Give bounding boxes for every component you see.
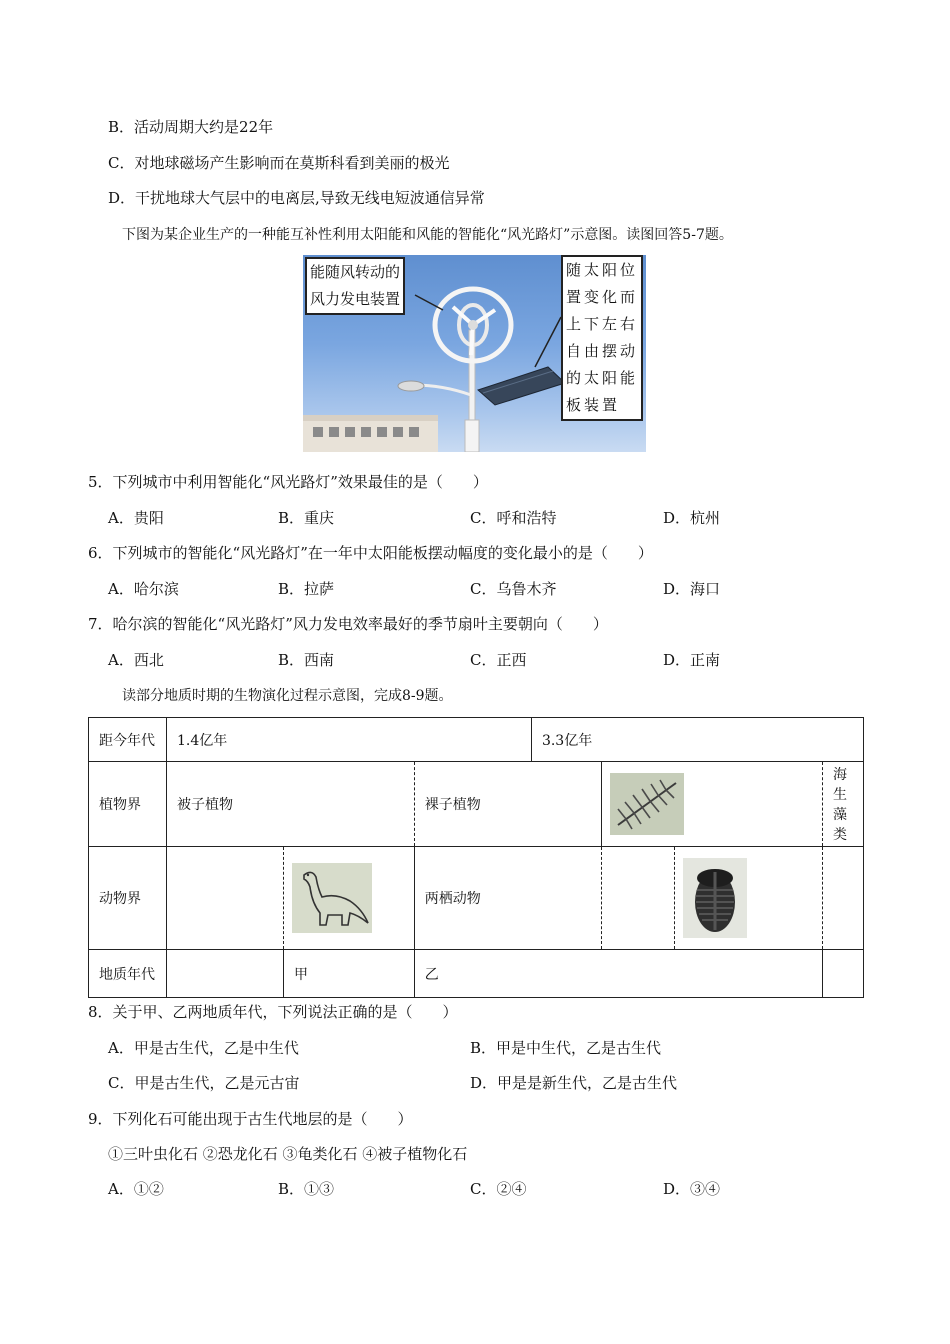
- amphibian-cell: 两栖动物: [414, 847, 602, 950]
- animal-empty-1: [166, 847, 283, 950]
- q8-option-d: D．甲是是新生代，乙是古生代: [470, 1074, 678, 1092]
- time-1-4: 1.4亿年: [166, 718, 531, 762]
- q5-option-c: C．呼和浩特: [470, 509, 557, 527]
- q6-option-c: C．乌鲁木齐: [470, 580, 557, 598]
- angiosperm-cell: 被子植物: [166, 762, 414, 847]
- question-9: 9．下列化石可能出现于古生代地层的是（ ）: [88, 1110, 413, 1128]
- option-c: C．对地球磁场产生影响而在莫斯科看到美丽的极光: [108, 154, 450, 172]
- intro-5-7: 下图为某企业生产的一种能互补性利用太阳能和风能的智能化“风光路灯”示意图。读图回答5-7题。: [122, 227, 733, 243]
- era-empty: [166, 950, 283, 998]
- q7-option-d: D．正南: [663, 651, 721, 669]
- evolution-table: [88, 717, 864, 998]
- era-empty-end: [823, 950, 864, 998]
- animal-empty-2: [602, 847, 675, 950]
- animal-empty-3: [823, 847, 864, 950]
- fern-fossil-icon: [610, 773, 684, 835]
- q9-items: ①三叶虫化石 ②恐龙化石 ③龟类化石 ④被子植物化石: [108, 1145, 468, 1163]
- q8-option-c: C．甲是古生代，乙是元古宙: [108, 1074, 300, 1092]
- intro-8-9: 读部分地质时期的生物演化过程示意图，完成8-9题。: [122, 688, 453, 704]
- dinosaur-fossil-icon: [292, 863, 372, 933]
- label-time: 距今年代: [89, 718, 167, 762]
- dinosaur-cell: [284, 847, 415, 950]
- q9-option-a: A．①②: [108, 1180, 164, 1198]
- question-8: 8．关于甲、乙两地质年代，下列说法正确的是（ ）: [88, 1003, 458, 1021]
- q8-option-a: A．甲是古生代，乙是中生代: [108, 1039, 299, 1057]
- q7-option-b: B．西南: [278, 651, 335, 669]
- q5-option-d: D．杭州: [663, 509, 721, 527]
- row-time: [89, 718, 864, 762]
- q9-option-d: D．③④: [663, 1180, 721, 1198]
- question-7: 7．哈尔滨的智能化“风光路灯”风力发电效率最好的季节扇叶主要朝向（ ）: [88, 615, 608, 633]
- row-animal: [89, 847, 864, 950]
- q7-option-a: A．西北: [108, 651, 164, 669]
- time-3-3: 3.3亿年: [531, 718, 863, 762]
- option-b: B．活动周期大约是22年: [108, 118, 274, 136]
- option-d: D．干扰地球大气层中的电离层,导致无线电短波通信异常: [108, 189, 485, 207]
- q6-option-d: D．海口: [663, 580, 721, 598]
- q9-option-b: B．①③: [278, 1180, 335, 1198]
- callout-solar-panel: 随太阳位 置变化而 上下左右 自由摆动 的太阳能 板装置: [561, 255, 643, 421]
- q9-option-c: C．②④: [470, 1180, 527, 1198]
- q6-option-b: B．拉萨: [278, 580, 335, 598]
- fern-cell: [602, 762, 823, 847]
- question-6: 6．下列城市的智能化“风光路灯”在一年中太阳能板摆动幅度的变化最小的是（ ）: [88, 544, 653, 562]
- label-animal: 动物界: [89, 847, 167, 950]
- era-jia: 甲: [284, 950, 415, 998]
- q6-option-a: A．哈尔滨: [108, 580, 179, 598]
- q8-option-b: B．甲是中生代，乙是古生代: [470, 1039, 662, 1057]
- row-era: [89, 950, 864, 998]
- row-plant: [89, 762, 864, 847]
- q5-option-a: A．贵阳: [108, 509, 164, 527]
- era-yi: 乙: [414, 950, 822, 998]
- trilobite-cell: [675, 847, 823, 950]
- callout-wind-device: 能随风转动的 风力发电装置: [305, 257, 405, 315]
- label-era: 地质年代: [89, 950, 167, 998]
- wind-solar-streetlight-figure: [303, 255, 646, 452]
- gymnosperm-cell: 裸子植物: [414, 762, 602, 847]
- q7-option-c: C．正西: [470, 651, 527, 669]
- trilobite-fossil-icon: [683, 858, 747, 938]
- algae-cell: 海生藻类: [823, 762, 864, 847]
- label-plant: 植物界: [89, 762, 167, 847]
- question-5: 5．下列城市中利用智能化“风光路灯”效果最佳的是（ ）: [88, 473, 488, 491]
- q5-option-b: B．重庆: [278, 509, 335, 527]
